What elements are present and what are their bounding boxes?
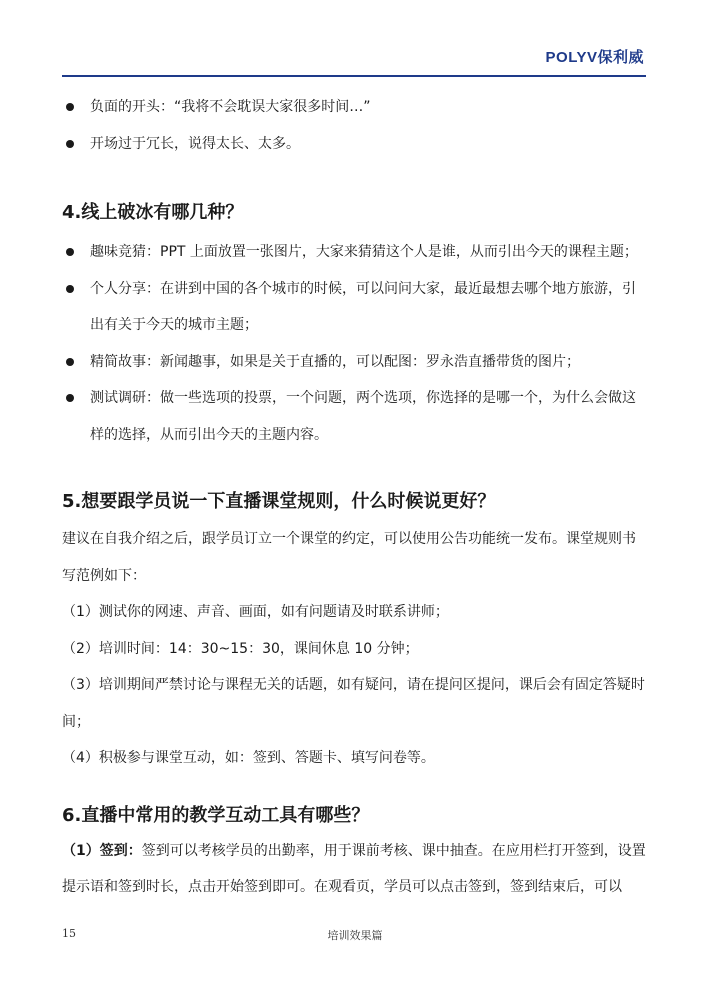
rule-item: （1）测试你的网速、声音、画面，如有问题请及时联系讲师； [62, 604, 449, 620]
section-4-heading: 4.线上破冰有哪几种？ [62, 202, 244, 223]
footer-title: 培训效果篇 [327, 929, 383, 942]
section-5-heading: 5.想要跟学员说一下直播课堂规则，什么时候说更好？ [62, 491, 496, 512]
list-item: 测试调研：做一些选项的投票，一个问题，两个选项，你选择的是哪一个，为什么会做这样的选择，从而引出今天的主题内容。 [62, 380, 646, 453]
list-item: 趣味竞猜：PPT 上面放置一张图片，大家来猜猜这个人是谁，从而引出今天的课程主题； [62, 234, 646, 271]
section-5-intro: 建议在自我介绍之后，跟学员订立一个课堂的约定，可以使用公告功能统一发布。课堂规则书写范例如下： [62, 531, 636, 584]
section-6-heading: 6.直播中常用的教学互动工具有哪些？ [62, 804, 370, 826]
item-1-label: （1）签到： [62, 842, 142, 859]
item-1-text: 签到可以考核学员的出勤率，用于课前考核、课中抽查。在应用栏打开签到，设置提示语和签到时长，点击开始签到即可。在观看页，学员可以点击签到，签到结束后，可以 [62, 842, 646, 895]
header-divider [62, 75, 646, 77]
document-body [62, 89, 646, 906]
rule-item: （4）积极参与课堂互动，如：签到、答题卡、填写问卷等。 [62, 750, 435, 766]
list-item: 负面的开头：“我将不会耽误大家很多时间…” [62, 89, 646, 126]
section-6-item-1 [62, 833, 646, 906]
polyv-logo: POLYV保利威 [545, 49, 644, 66]
rule-item: （2）培训时间：14：30~15：30，课间休息 10 分钟； [62, 640, 419, 657]
list-item: 开场过于冗长，说得太长、太多。 [62, 126, 646, 163]
page-number: 15 [62, 927, 76, 940]
list-item: 个人分享：在讲到中国的各个城市的时候，可以问问大家，最近最想去哪个地方旅游，引出有关于今天的城市主题； [62, 271, 646, 344]
list-item: 精简故事：新闻趣事，如果是关于直播的，可以配图：罗永浩直播带货的图片； [62, 344, 646, 381]
rule-item: （3）培训期间严禁讨论与课程无关的话题，如有疑问，请在提问区提问，课后会有固定答疑时间； [62, 677, 645, 730]
